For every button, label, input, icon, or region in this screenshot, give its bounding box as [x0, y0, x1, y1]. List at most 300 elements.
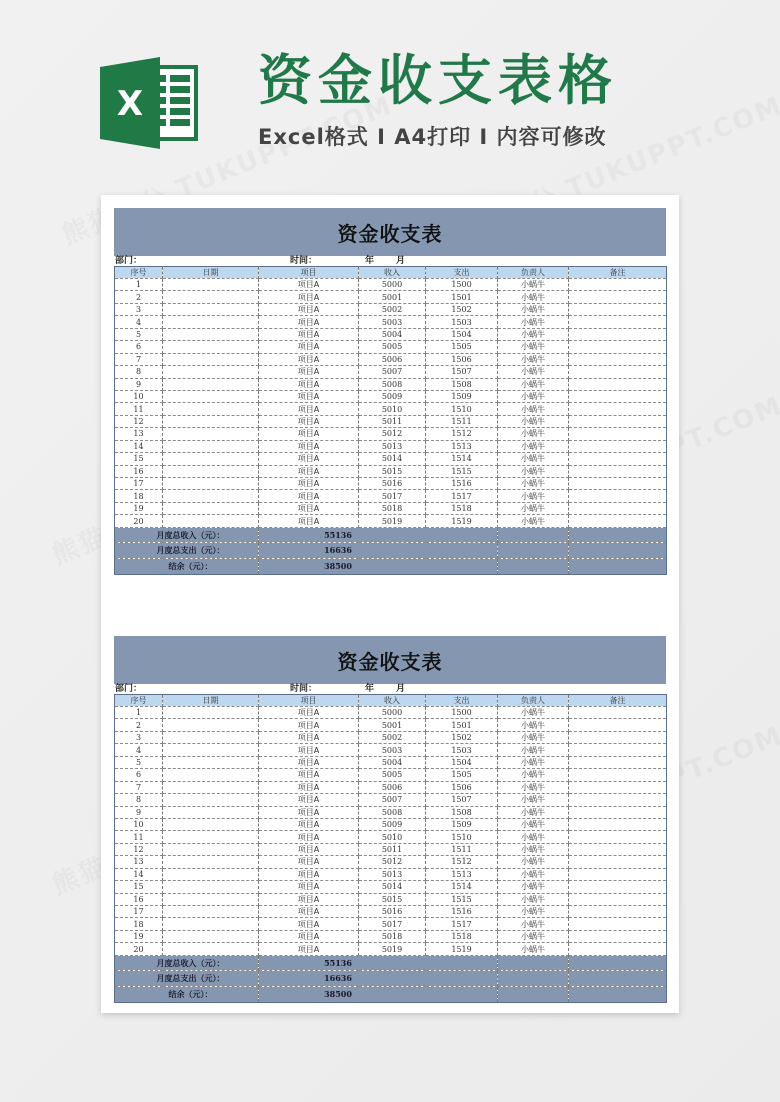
cell-income[interactable]: 5010	[359, 403, 426, 415]
cell-expense[interactable]: 1507	[426, 366, 498, 378]
cell-date[interactable]	[163, 930, 259, 942]
cell-no[interactable]: 5	[115, 328, 163, 340]
cell-date[interactable]	[163, 440, 259, 452]
cell-item[interactable]: 项目A	[259, 806, 359, 818]
cell-note[interactable]	[569, 490, 667, 502]
summary-empty-cell[interactable]	[498, 955, 569, 971]
cell-owner[interactable]: 小蜗牛	[498, 781, 569, 793]
cell-expense[interactable]: 1509	[426, 390, 498, 402]
column-header[interactable]: 支出	[426, 267, 498, 279]
cell-no[interactable]: 2	[115, 291, 163, 303]
cell-no[interactable]: 6	[115, 769, 163, 781]
cell-income[interactable]: 5014	[359, 453, 426, 465]
cell-income[interactable]: 5014	[359, 881, 426, 893]
cell-no[interactable]: 7	[115, 353, 163, 365]
cell-item[interactable]: 项目A	[259, 943, 359, 955]
cell-owner[interactable]: 小蜗牛	[498, 316, 569, 328]
cell-owner[interactable]: 小蜗牛	[498, 353, 569, 365]
cell-income[interactable]: 5004	[359, 328, 426, 340]
cell-owner[interactable]: 小蜗牛	[498, 465, 569, 477]
cell-item[interactable]: 项目A	[259, 490, 359, 502]
cell-item[interactable]: 项目A	[259, 291, 359, 303]
cell-date[interactable]	[163, 378, 259, 390]
cell-no[interactable]: 6	[115, 341, 163, 353]
cell-note[interactable]	[569, 353, 667, 365]
cell-no[interactable]: 10	[115, 390, 163, 402]
cell-owner[interactable]: 小蜗牛	[498, 428, 569, 440]
cell-no[interactable]: 11	[115, 831, 163, 843]
cell-income[interactable]: 5015	[359, 465, 426, 477]
cell-note[interactable]	[569, 279, 667, 291]
cell-item[interactable]: 项目A	[259, 515, 359, 527]
cell-owner[interactable]: 小蜗牛	[498, 303, 569, 315]
cell-income[interactable]: 5003	[359, 744, 426, 756]
cell-date[interactable]	[163, 781, 259, 793]
cell-date[interactable]	[163, 453, 259, 465]
cell-note[interactable]	[569, 478, 667, 490]
summary-empty-cell[interactable]	[498, 971, 569, 987]
cell-income[interactable]: 5004	[359, 756, 426, 768]
cell-expense[interactable]: 1506	[426, 781, 498, 793]
cell-note[interactable]	[569, 781, 667, 793]
cell-item[interactable]: 项目A	[259, 794, 359, 806]
cell-expense[interactable]: 1501	[426, 291, 498, 303]
cell-expense[interactable]: 1504	[426, 756, 498, 768]
cell-expense[interactable]: 1511	[426, 415, 498, 427]
cell-owner[interactable]: 小蜗牛	[498, 893, 569, 905]
column-header[interactable]: 负责人	[498, 695, 569, 707]
cell-item[interactable]: 项目A	[259, 440, 359, 452]
cell-no[interactable]: 20	[115, 943, 163, 955]
cell-income[interactable]: 5007	[359, 366, 426, 378]
cell-owner[interactable]: 小蜗牛	[498, 291, 569, 303]
cell-note[interactable]	[569, 328, 667, 340]
cell-date[interactable]	[163, 843, 259, 855]
cell-item[interactable]: 项目A	[259, 328, 359, 340]
summary-value[interactable]: 16636	[259, 971, 498, 987]
cell-note[interactable]	[569, 881, 667, 893]
cell-note[interactable]	[569, 930, 667, 942]
summary-empty-cell[interactable]	[498, 527, 569, 543]
cell-expense[interactable]: 1508	[426, 378, 498, 390]
cell-note[interactable]	[569, 291, 667, 303]
cell-no[interactable]: 16	[115, 465, 163, 477]
cell-expense[interactable]: 1502	[426, 303, 498, 315]
cell-note[interactable]	[569, 440, 667, 452]
cell-date[interactable]	[163, 856, 259, 868]
cell-note[interactable]	[569, 366, 667, 378]
column-header[interactable]: 日期	[163, 695, 259, 707]
cell-expense[interactable]: 1512	[426, 856, 498, 868]
cell-income[interactable]: 5010	[359, 831, 426, 843]
cell-item[interactable]: 项目A	[259, 769, 359, 781]
summary-empty-cell[interactable]	[569, 543, 667, 559]
cell-date[interactable]	[163, 303, 259, 315]
cell-item[interactable]: 项目A	[259, 303, 359, 315]
cell-no[interactable]: 11	[115, 403, 163, 415]
cell-owner[interactable]: 小蜗牛	[498, 279, 569, 291]
cell-income[interactable]: 5016	[359, 478, 426, 490]
summary-empty-cell[interactable]	[498, 558, 569, 574]
cell-item[interactable]: 项目A	[259, 868, 359, 880]
cell-owner[interactable]: 小蜗牛	[498, 744, 569, 756]
cell-item[interactable]: 项目A	[259, 366, 359, 378]
cell-date[interactable]	[163, 719, 259, 731]
cell-no[interactable]: 15	[115, 453, 163, 465]
summary-value[interactable]: 38500	[259, 986, 498, 1002]
cell-date[interactable]	[163, 366, 259, 378]
cell-expense[interactable]: 1500	[426, 707, 498, 719]
cell-note[interactable]	[569, 341, 667, 353]
cell-note[interactable]	[569, 843, 667, 855]
cell-no[interactable]: 18	[115, 490, 163, 502]
cell-owner[interactable]: 小蜗牛	[498, 378, 569, 390]
summary-empty-cell[interactable]	[498, 986, 569, 1002]
cell-income[interactable]: 5000	[359, 279, 426, 291]
cell-owner[interactable]: 小蜗牛	[498, 453, 569, 465]
cell-owner[interactable]: 小蜗牛	[498, 440, 569, 452]
cell-owner[interactable]: 小蜗牛	[498, 794, 569, 806]
cell-no[interactable]: 14	[115, 440, 163, 452]
cell-item[interactable]: 项目A	[259, 453, 359, 465]
cell-no[interactable]: 10	[115, 818, 163, 830]
cell-item[interactable]: 项目A	[259, 341, 359, 353]
column-header[interactable]: 序号	[115, 267, 163, 279]
cell-expense[interactable]: 1510	[426, 831, 498, 843]
summary-value[interactable]: 38500	[259, 558, 498, 574]
cell-owner[interactable]: 小蜗牛	[498, 515, 569, 527]
cell-note[interactable]	[569, 378, 667, 390]
cell-item[interactable]: 项目A	[259, 415, 359, 427]
cell-no[interactable]: 8	[115, 366, 163, 378]
cell-date[interactable]	[163, 428, 259, 440]
cell-expense[interactable]: 1519	[426, 515, 498, 527]
cell-income[interactable]: 5017	[359, 490, 426, 502]
cell-expense[interactable]: 1518	[426, 502, 498, 514]
cell-date[interactable]	[163, 291, 259, 303]
cell-expense[interactable]: 1503	[426, 744, 498, 756]
cell-owner[interactable]: 小蜗牛	[498, 818, 569, 830]
cell-income[interactable]: 5001	[359, 719, 426, 731]
cell-note[interactable]	[569, 893, 667, 905]
cell-date[interactable]	[163, 831, 259, 843]
cell-income[interactable]: 5007	[359, 794, 426, 806]
cell-item[interactable]: 项目A	[259, 843, 359, 855]
cell-no[interactable]: 13	[115, 856, 163, 868]
cell-no[interactable]: 5	[115, 756, 163, 768]
cell-income[interactable]: 5018	[359, 930, 426, 942]
cell-expense[interactable]: 1514	[426, 881, 498, 893]
cell-expense[interactable]: 1507	[426, 794, 498, 806]
cell-note[interactable]	[569, 806, 667, 818]
cell-note[interactable]	[569, 415, 667, 427]
cell-income[interactable]: 5016	[359, 906, 426, 918]
cell-item[interactable]: 项目A	[259, 744, 359, 756]
cell-no[interactable]: 13	[115, 428, 163, 440]
cell-owner[interactable]: 小蜗牛	[498, 831, 569, 843]
cell-item[interactable]: 项目A	[259, 731, 359, 743]
cell-expense[interactable]: 1503	[426, 316, 498, 328]
cell-expense[interactable]: 1501	[426, 719, 498, 731]
cell-income[interactable]: 5013	[359, 868, 426, 880]
cell-note[interactable]	[569, 744, 667, 756]
summary-value[interactable]: 16636	[259, 543, 498, 559]
cell-expense[interactable]: 1505	[426, 769, 498, 781]
cell-date[interactable]	[163, 353, 259, 365]
cell-note[interactable]	[569, 831, 667, 843]
cell-owner[interactable]: 小蜗牛	[498, 490, 569, 502]
column-header[interactable]: 项目	[259, 267, 359, 279]
cell-note[interactable]	[569, 943, 667, 955]
column-header[interactable]: 收入	[359, 695, 426, 707]
cell-expense[interactable]: 1514	[426, 453, 498, 465]
cell-no[interactable]: 17	[115, 906, 163, 918]
cell-item[interactable]: 项目A	[259, 428, 359, 440]
column-header[interactable]: 序号	[115, 695, 163, 707]
cell-no[interactable]: 4	[115, 316, 163, 328]
cell-date[interactable]	[163, 390, 259, 402]
cell-no[interactable]: 2	[115, 719, 163, 731]
cell-no[interactable]: 9	[115, 378, 163, 390]
summary-empty-cell[interactable]	[498, 543, 569, 559]
cell-date[interactable]	[163, 341, 259, 353]
cell-owner[interactable]: 小蜗牛	[498, 943, 569, 955]
cell-expense[interactable]: 1510	[426, 403, 498, 415]
cell-no[interactable]: 7	[115, 781, 163, 793]
cell-no[interactable]: 4	[115, 744, 163, 756]
cell-note[interactable]	[569, 515, 667, 527]
cell-expense[interactable]: 1512	[426, 428, 498, 440]
cell-note[interactable]	[569, 428, 667, 440]
cell-item[interactable]: 项目A	[259, 316, 359, 328]
cell-no[interactable]: 14	[115, 868, 163, 880]
cell-no[interactable]: 3	[115, 303, 163, 315]
cell-item[interactable]: 项目A	[259, 918, 359, 930]
cell-owner[interactable]: 小蜗牛	[498, 906, 569, 918]
cell-owner[interactable]: 小蜗牛	[498, 403, 569, 415]
cell-owner[interactable]: 小蜗牛	[498, 502, 569, 514]
cell-date[interactable]	[163, 769, 259, 781]
cell-no[interactable]: 19	[115, 930, 163, 942]
summary-empty-cell[interactable]	[569, 955, 667, 971]
column-header[interactable]: 项目	[259, 695, 359, 707]
cell-income[interactable]: 5003	[359, 316, 426, 328]
cell-expense[interactable]: 1513	[426, 868, 498, 880]
cell-item[interactable]: 项目A	[259, 756, 359, 768]
cell-income[interactable]: 5005	[359, 769, 426, 781]
cell-no[interactable]: 1	[115, 279, 163, 291]
cell-owner[interactable]: 小蜗牛	[498, 756, 569, 768]
cell-date[interactable]	[163, 515, 259, 527]
cell-no[interactable]: 16	[115, 893, 163, 905]
cell-item[interactable]: 项目A	[259, 818, 359, 830]
cell-income[interactable]: 5008	[359, 378, 426, 390]
column-header[interactable]: 备注	[569, 267, 667, 279]
summary-empty-cell[interactable]	[569, 986, 667, 1002]
cell-owner[interactable]: 小蜗牛	[498, 843, 569, 855]
cell-date[interactable]	[163, 881, 259, 893]
cell-expense[interactable]: 1518	[426, 930, 498, 942]
cell-note[interactable]	[569, 856, 667, 868]
cell-date[interactable]	[163, 415, 259, 427]
cell-note[interactable]	[569, 906, 667, 918]
cell-owner[interactable]: 小蜗牛	[498, 806, 569, 818]
cell-date[interactable]	[163, 806, 259, 818]
cell-expense[interactable]: 1511	[426, 843, 498, 855]
cell-income[interactable]: 5006	[359, 781, 426, 793]
cell-note[interactable]	[569, 303, 667, 315]
cell-income[interactable]: 5005	[359, 341, 426, 353]
cell-income[interactable]: 5012	[359, 428, 426, 440]
column-header[interactable]: 备注	[569, 695, 667, 707]
cell-expense[interactable]: 1504	[426, 328, 498, 340]
summary-value[interactable]: 55136	[259, 527, 498, 543]
cell-date[interactable]	[163, 756, 259, 768]
cell-no[interactable]: 17	[115, 478, 163, 490]
cell-note[interactable]	[569, 465, 667, 477]
cell-owner[interactable]: 小蜗牛	[498, 930, 569, 942]
cell-note[interactable]	[569, 390, 667, 402]
cell-note[interactable]	[569, 769, 667, 781]
cell-no[interactable]: 1	[115, 707, 163, 719]
cell-date[interactable]	[163, 328, 259, 340]
cell-income[interactable]: 5008	[359, 806, 426, 818]
cell-no[interactable]: 19	[115, 502, 163, 514]
summary-empty-cell[interactable]	[569, 971, 667, 987]
cell-owner[interactable]: 小蜗牛	[498, 769, 569, 781]
cell-income[interactable]: 5001	[359, 291, 426, 303]
cell-note[interactable]	[569, 794, 667, 806]
cell-date[interactable]	[163, 868, 259, 880]
cell-item[interactable]: 项目A	[259, 403, 359, 415]
cell-income[interactable]: 5012	[359, 856, 426, 868]
cell-note[interactable]	[569, 502, 667, 514]
cell-no[interactable]: 8	[115, 794, 163, 806]
cell-date[interactable]	[163, 794, 259, 806]
cell-item[interactable]: 项目A	[259, 881, 359, 893]
cell-item[interactable]: 项目A	[259, 893, 359, 905]
cell-item[interactable]: 项目A	[259, 719, 359, 731]
cell-note[interactable]	[569, 818, 667, 830]
cell-item[interactable]: 项目A	[259, 378, 359, 390]
cell-income[interactable]: 5002	[359, 731, 426, 743]
cell-income[interactable]: 5002	[359, 303, 426, 315]
cell-no[interactable]: 9	[115, 806, 163, 818]
column-header[interactable]: 支出	[426, 695, 498, 707]
cell-income[interactable]: 5009	[359, 818, 426, 830]
cell-note[interactable]	[569, 316, 667, 328]
cell-date[interactable]	[163, 478, 259, 490]
cell-date[interactable]	[163, 818, 259, 830]
cell-item[interactable]: 项目A	[259, 390, 359, 402]
column-header[interactable]: 日期	[163, 267, 259, 279]
cell-expense[interactable]: 1505	[426, 341, 498, 353]
cell-note[interactable]	[569, 719, 667, 731]
cell-note[interactable]	[569, 918, 667, 930]
cell-expense[interactable]: 1517	[426, 490, 498, 502]
cell-date[interactable]	[163, 316, 259, 328]
cell-owner[interactable]: 小蜗牛	[498, 856, 569, 868]
cell-owner[interactable]: 小蜗牛	[498, 415, 569, 427]
cell-income[interactable]: 5018	[359, 502, 426, 514]
cell-date[interactable]	[163, 918, 259, 930]
cell-date[interactable]	[163, 490, 259, 502]
column-header[interactable]: 收入	[359, 267, 426, 279]
summary-empty-cell[interactable]	[569, 558, 667, 574]
cell-date[interactable]	[163, 465, 259, 477]
cell-owner[interactable]: 小蜗牛	[498, 390, 569, 402]
cell-note[interactable]	[569, 731, 667, 743]
cell-income[interactable]: 5000	[359, 707, 426, 719]
cell-expense[interactable]: 1515	[426, 465, 498, 477]
cell-date[interactable]	[163, 731, 259, 743]
cell-owner[interactable]: 小蜗牛	[498, 328, 569, 340]
cell-date[interactable]	[163, 943, 259, 955]
cell-note[interactable]	[569, 403, 667, 415]
cell-date[interactable]	[163, 707, 259, 719]
cell-owner[interactable]: 小蜗牛	[498, 731, 569, 743]
cell-date[interactable]	[163, 744, 259, 756]
column-header[interactable]: 负责人	[498, 267, 569, 279]
cell-date[interactable]	[163, 893, 259, 905]
cell-income[interactable]: 5015	[359, 893, 426, 905]
cell-item[interactable]: 项目A	[259, 279, 359, 291]
cell-expense[interactable]: 1506	[426, 353, 498, 365]
cell-owner[interactable]: 小蜗牛	[498, 366, 569, 378]
cell-date[interactable]	[163, 403, 259, 415]
cell-expense[interactable]: 1509	[426, 818, 498, 830]
cell-item[interactable]: 项目A	[259, 502, 359, 514]
cell-income[interactable]: 5011	[359, 843, 426, 855]
cell-item[interactable]: 项目A	[259, 465, 359, 477]
cell-owner[interactable]: 小蜗牛	[498, 719, 569, 731]
cell-expense[interactable]: 1515	[426, 893, 498, 905]
cell-expense[interactable]: 1516	[426, 906, 498, 918]
cell-item[interactable]: 项目A	[259, 478, 359, 490]
cell-note[interactable]	[569, 707, 667, 719]
cell-note[interactable]	[569, 756, 667, 768]
cell-owner[interactable]: 小蜗牛	[498, 341, 569, 353]
summary-value[interactable]: 55136	[259, 955, 498, 971]
cell-owner[interactable]: 小蜗牛	[498, 868, 569, 880]
cell-income[interactable]: 5017	[359, 918, 426, 930]
cell-date[interactable]	[163, 279, 259, 291]
cell-owner[interactable]: 小蜗牛	[498, 881, 569, 893]
cell-item[interactable]: 项目A	[259, 930, 359, 942]
cell-expense[interactable]: 1517	[426, 918, 498, 930]
cell-expense[interactable]: 1516	[426, 478, 498, 490]
cell-item[interactable]: 项目A	[259, 353, 359, 365]
cell-item[interactable]: 项目A	[259, 856, 359, 868]
cell-owner[interactable]: 小蜗牛	[498, 478, 569, 490]
cell-expense[interactable]: 1500	[426, 279, 498, 291]
cell-no[interactable]: 15	[115, 881, 163, 893]
cell-expense[interactable]: 1508	[426, 806, 498, 818]
cell-expense[interactable]: 1519	[426, 943, 498, 955]
cell-owner[interactable]: 小蜗牛	[498, 707, 569, 719]
cell-income[interactable]: 5011	[359, 415, 426, 427]
summary-empty-cell[interactable]	[569, 527, 667, 543]
cell-income[interactable]: 5019	[359, 515, 426, 527]
cell-income[interactable]: 5019	[359, 943, 426, 955]
cell-no[interactable]: 20	[115, 515, 163, 527]
cell-no[interactable]: 3	[115, 731, 163, 743]
cell-note[interactable]	[569, 868, 667, 880]
cell-no[interactable]: 18	[115, 918, 163, 930]
cell-item[interactable]: 项目A	[259, 906, 359, 918]
cell-note[interactable]	[569, 453, 667, 465]
cell-date[interactable]	[163, 502, 259, 514]
